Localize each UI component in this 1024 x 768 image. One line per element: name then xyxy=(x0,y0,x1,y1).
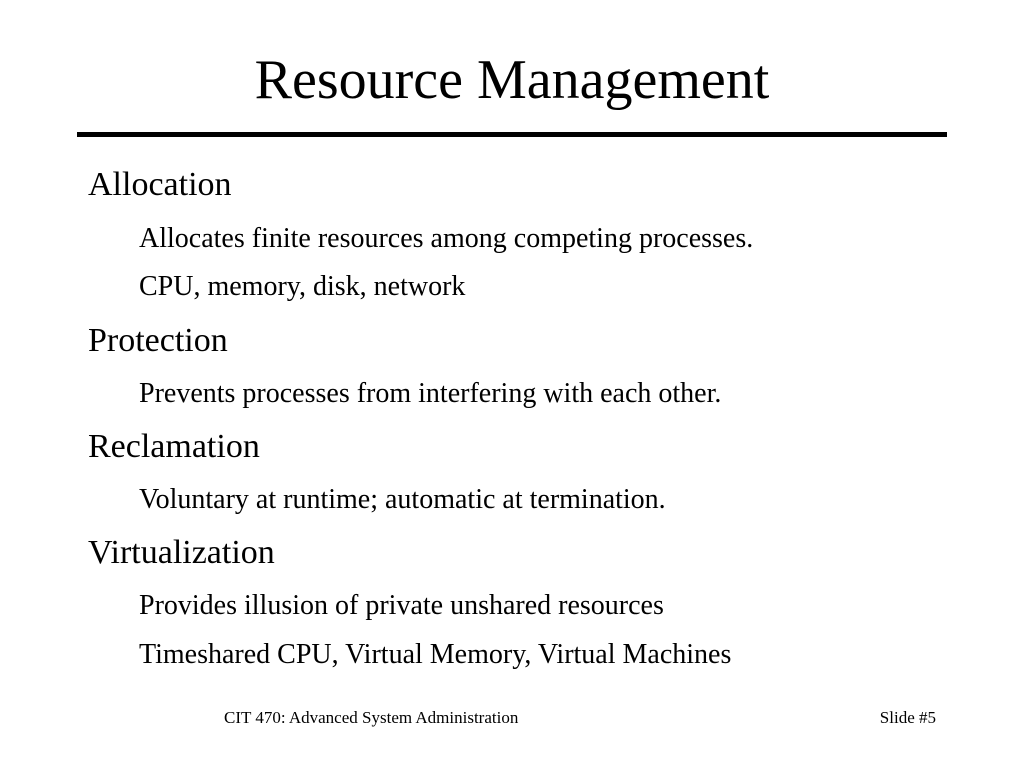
sub-bullet: Voluntary at runtime; automatic at termination. xyxy=(139,484,666,515)
bullet-reclamation: Reclamation xyxy=(88,428,260,465)
bullet-allocation: Allocation xyxy=(88,166,232,203)
sub-bullet: CPU, memory, disk, network xyxy=(139,271,466,302)
title-divider xyxy=(77,132,947,137)
bullet-protection: Protection xyxy=(88,322,228,359)
slide-title: Resource Management xyxy=(254,49,770,111)
footer-slide-number: Slide #5 xyxy=(879,708,936,727)
sub-bullet: Allocates finite resources among competing processes. xyxy=(139,223,754,254)
sub-bullet: Provides illusion of private unshared resources xyxy=(139,590,664,621)
sub-bullet: Timeshared CPU, Virtual Memory, Virtual Machines xyxy=(139,639,732,670)
sub-bullet: Prevents processes from interfering with each other. xyxy=(139,378,722,409)
bullet-virtualization: Virtualization xyxy=(88,534,275,571)
footer-course: CIT 470: Advanced System Administration xyxy=(224,708,519,727)
